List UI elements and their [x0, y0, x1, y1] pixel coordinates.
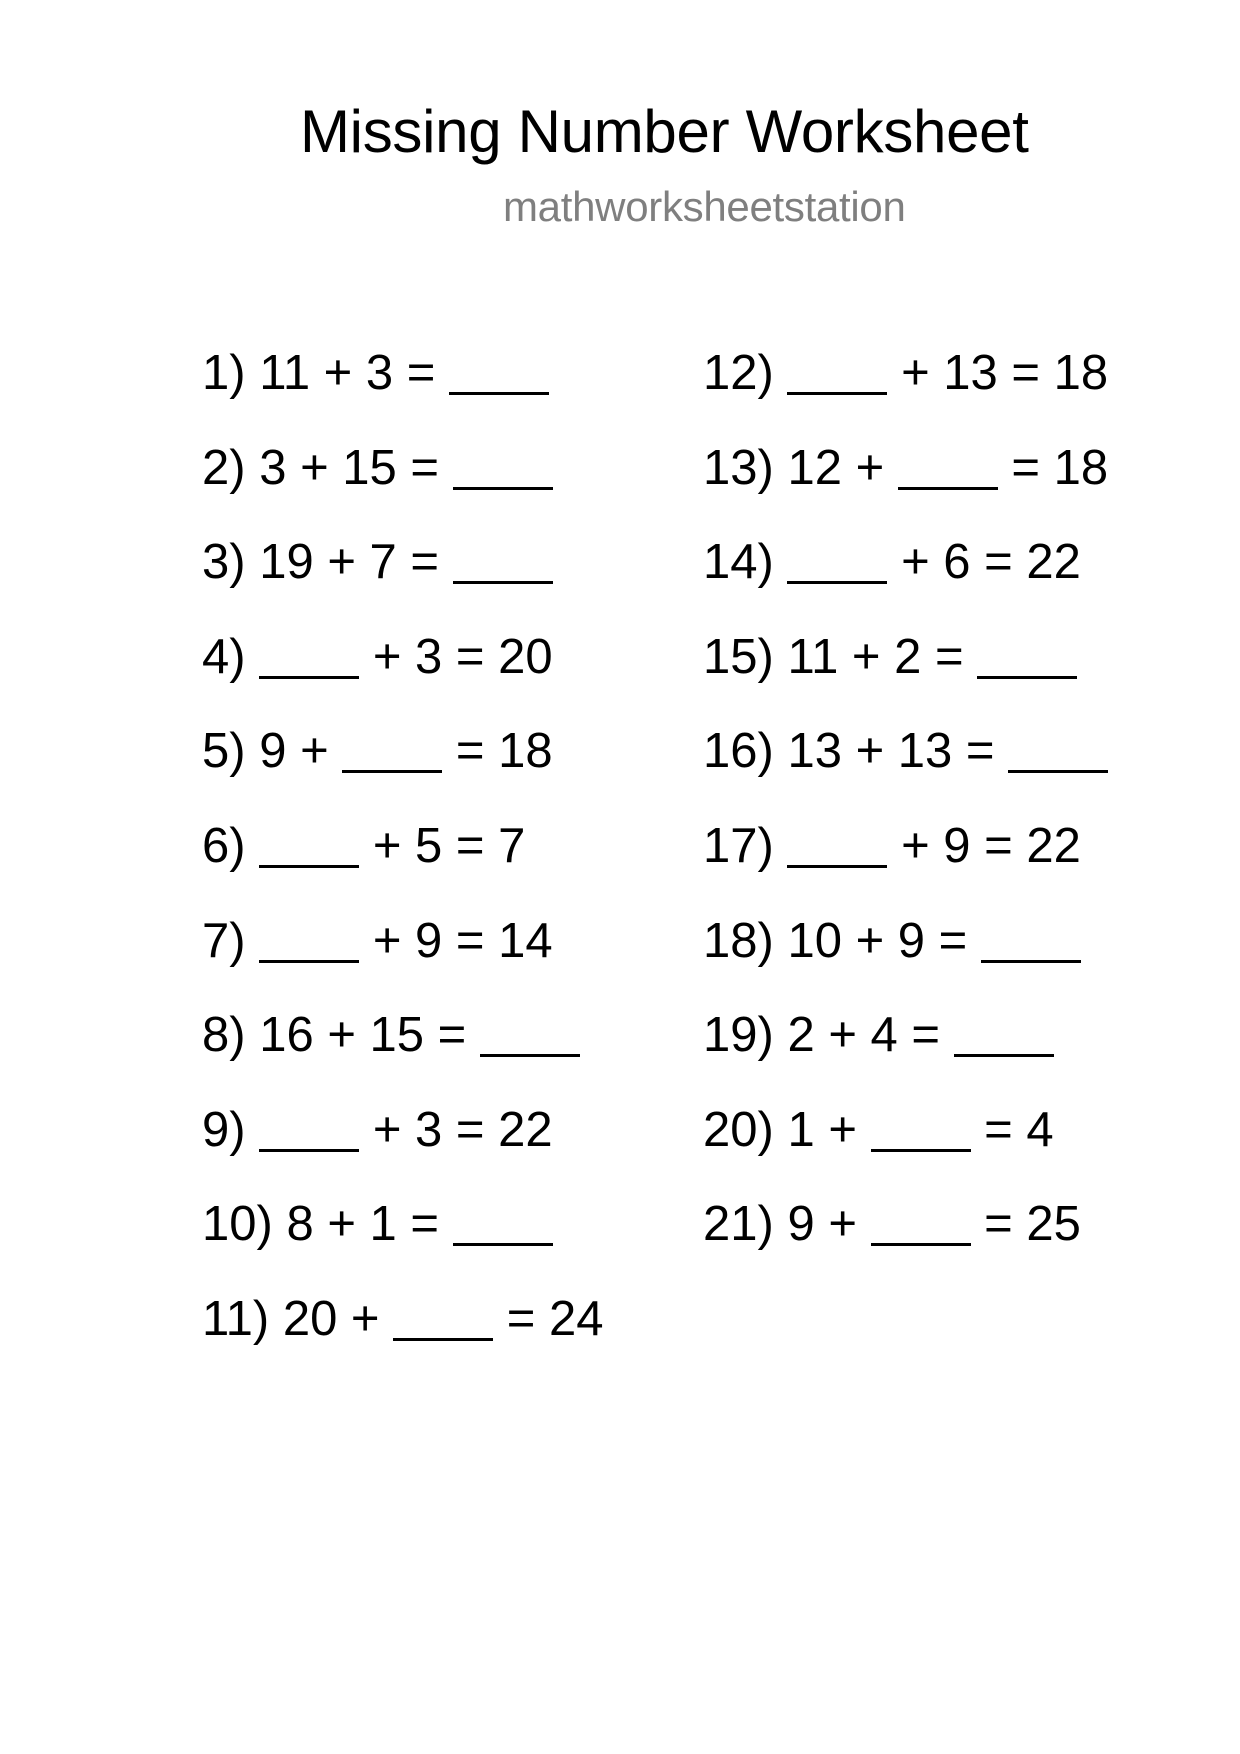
problem-number: 2): [202, 440, 246, 495]
equation-before-blank: 20 +: [282, 1291, 394, 1346]
answer-blank[interactable]: [453, 1206, 553, 1246]
answer-blank[interactable]: [954, 1017, 1054, 1057]
equation-before-blank: 3 + 15 =: [259, 440, 453, 495]
equation-before-blank: 19 + 7 =: [259, 535, 453, 590]
spacer: [246, 535, 260, 589]
problem-number: 13): [703, 440, 774, 495]
answer-blank[interactable]: [449, 355, 549, 395]
problem-number: 1): [202, 346, 246, 400]
problem-number: 5): [202, 724, 246, 779]
equation-before-blank: 9 +: [259, 724, 343, 779]
answer-blank[interactable]: [453, 450, 553, 490]
problem-number: 7): [202, 913, 246, 968]
problem-item: [703, 816, 1108, 911]
problem-item: [202, 911, 604, 1006]
equation-after-blank: + 9 = 22: [887, 818, 1081, 873]
spacer: [246, 914, 260, 968]
problem-item: [202, 1289, 604, 1384]
answer-blank[interactable]: [787, 355, 887, 395]
problem-item: [202, 1100, 604, 1195]
answer-blank[interactable]: [259, 828, 359, 868]
problem-number: 10): [202, 1197, 273, 1252]
problem-number: 14): [703, 535, 774, 590]
problem-item: [703, 1194, 1108, 1289]
answer-blank[interactable]: [393, 1301, 493, 1341]
spacer: [246, 1103, 260, 1157]
equation-before-blank: 10 + 9 =: [787, 913, 981, 968]
problem-number: 15): [703, 629, 774, 684]
answer-blank[interactable]: [981, 923, 1081, 963]
problem-item: [202, 532, 604, 627]
worksheet-title: Missing Number Worksheet: [300, 98, 1029, 165]
problem-item: [202, 1005, 604, 1100]
equation-after-blank: = 25: [970, 1197, 1081, 1252]
worksheet-subtitle: mathworksheetstation: [503, 183, 906, 230]
problem-item: [703, 911, 1108, 1006]
equation-after-blank: = 24: [493, 1291, 604, 1346]
problem-number: 17): [703, 818, 774, 873]
spacer: [246, 1008, 260, 1062]
problem-number: 6): [202, 818, 246, 873]
equation-after-blank: = 18: [442, 724, 553, 779]
equation-after-blank: + 13 = 18: [887, 346, 1109, 400]
spacer: [246, 630, 260, 684]
answer-blank[interactable]: [342, 733, 442, 773]
equation-before-blank: 16 + 15 =: [259, 1008, 480, 1063]
answer-blank[interactable]: [898, 450, 998, 490]
equation-before-blank: 2 + 4 =: [787, 1008, 954, 1063]
spacer: [774, 724, 788, 778]
problem-item: [202, 438, 604, 533]
spacer: [774, 819, 788, 873]
problem-item: [703, 532, 1108, 627]
problem-item: [202, 343, 604, 438]
answer-blank[interactable]: [259, 1112, 359, 1152]
equation-before-blank: 12 +: [787, 440, 898, 495]
equation-before-blank: 11 + 2 =: [787, 629, 978, 684]
problem-number: 4): [202, 629, 246, 684]
spacer: [246, 724, 260, 778]
equation-after-blank: + 9 = 14: [359, 913, 553, 968]
answer-blank[interactable]: [871, 1206, 971, 1246]
spacer: [774, 1008, 788, 1062]
spacer: [774, 535, 788, 589]
answer-blank[interactable]: [480, 1017, 580, 1057]
problem-item: [202, 627, 604, 722]
answer-blank[interactable]: [453, 544, 553, 584]
problem-item: [703, 627, 1108, 722]
equation-before-blank: 9 +: [787, 1197, 871, 1252]
problem-number: 8): [202, 1008, 246, 1063]
problem-column-right: [703, 343, 1108, 1289]
problem-number: 3): [202, 535, 246, 590]
equation-after-blank: + 5 = 7: [359, 818, 526, 873]
spacer: [269, 1292, 283, 1346]
equation-after-blank: = 4: [970, 1102, 1054, 1157]
answer-blank[interactable]: [259, 923, 359, 963]
spacer: [774, 441, 788, 495]
spacer: [774, 630, 788, 684]
problem-number: 9): [202, 1102, 246, 1157]
problem-item: [703, 343, 1108, 438]
problem-item: [703, 438, 1108, 533]
spacer: [774, 1103, 788, 1157]
answer-blank[interactable]: [787, 544, 887, 584]
spacer: [246, 819, 260, 873]
equation-after-blank: + 3 = 20: [359, 629, 553, 684]
spacer: [774, 1197, 788, 1251]
spacer: [774, 346, 788, 400]
problem-item: [703, 1005, 1108, 1100]
spacer: [273, 1197, 287, 1251]
problem-item: [703, 721, 1108, 816]
equation-before-blank: 13 + 13 =: [787, 724, 1009, 779]
answer-blank[interactable]: [1008, 733, 1108, 773]
problem-number: 12): [703, 346, 774, 400]
equation-after-blank: + 3 = 22: [359, 1102, 553, 1157]
problem-item: [202, 816, 604, 911]
problem-number: 21): [703, 1197, 774, 1252]
equation-before-blank: 8 + 1 =: [286, 1197, 453, 1252]
answer-blank[interactable]: [259, 639, 359, 679]
equation-before-blank: 11 + 3 =: [259, 346, 450, 400]
problem-item: [202, 1194, 604, 1289]
spacer: [246, 441, 260, 495]
spacer: [774, 914, 788, 968]
problem-item: [202, 721, 604, 816]
answer-blank[interactable]: [787, 828, 887, 868]
answer-blank[interactable]: [977, 639, 1077, 679]
problem-number: 11): [202, 1291, 270, 1346]
spacer: [246, 346, 260, 400]
problem-number: 16): [703, 724, 774, 779]
problem-number: 18): [703, 913, 774, 968]
equation-after-blank: + 6 = 22: [887, 535, 1081, 590]
equation-before-blank: 1 +: [787, 1102, 871, 1157]
problem-column-left: [202, 343, 604, 1384]
problem-item: [703, 1100, 1108, 1195]
problem-number: 19): [703, 1008, 774, 1063]
problem-number: 20): [703, 1102, 774, 1157]
equation-after-blank: = 18: [997, 440, 1109, 495]
answer-blank[interactable]: [871, 1112, 971, 1152]
